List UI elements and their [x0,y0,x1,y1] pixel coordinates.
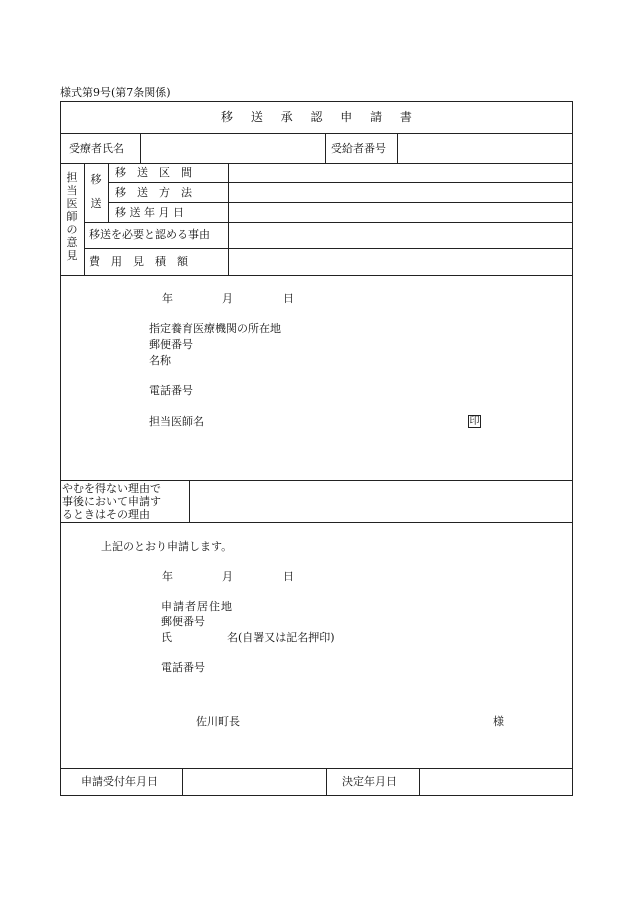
divider [60,480,573,481]
applicant-name-label: 氏 名(自署又は記名押印) [161,631,335,644]
physician-opinion-label: 担当医師の意見 [66,171,78,262]
institution-address-label: 指定養育医療機関の所在地 [149,322,281,335]
recipient-number-label: 受給者番号 [331,142,386,155]
divider [60,768,573,769]
application-date-year: 年 [162,570,173,583]
unavoidable-reason-label: やむを得ない理由で 事後において申請す るときはその理由 [62,482,161,521]
seal-mark: 印 [469,416,480,427]
divider [182,768,183,796]
honorific: 様 [493,715,504,728]
form-title: 移 送 承 認 申 請 書 [221,110,412,124]
institution-date-year: 年 [162,292,173,305]
divider [84,163,85,275]
divider [60,133,573,134]
divider [84,248,573,249]
divider [397,133,398,163]
application-statement: 上記のとおり申請します。 [101,540,233,553]
divider [325,133,326,163]
divider [326,768,327,796]
transfer-section-label: 移 送 区 間 [115,166,192,179]
institution-date-month: 月 [222,292,233,305]
addressee: 佐川町長 [196,715,240,728]
cost-estimate-label: 費 用 見 積 額 [89,255,188,268]
divider [60,522,573,523]
transfer-reason-label: 移送を必要と認める事由 [89,228,210,241]
divider [108,202,573,203]
divider [419,768,420,796]
application-date-month: 月 [222,570,233,583]
application-date-day: 日 [283,570,294,583]
institution-postal-label: 郵便番号 [149,338,193,351]
transfer-label: 移送 [90,173,102,210]
divider [189,480,190,522]
divider [108,163,109,222]
divider [140,133,141,163]
doctor-name-label: 担当医師名 [149,415,204,428]
institution-phone-label: 電話番号 [149,384,193,397]
divider [228,163,229,275]
divider [84,222,573,223]
divider [108,182,573,183]
institution-name-label: 名称 [149,354,171,367]
decision-date-label: 決定年月日 [342,775,397,788]
divider [60,275,573,276]
institution-date-day: 日 [283,292,294,305]
divider [60,163,573,164]
transfer-date-label: 移 送 年 月 日 [115,206,184,219]
applicant-postal-label: 郵便番号 [161,615,205,628]
received-date-label: 申請受付年月日 [81,775,158,788]
patient-name-label: 受療者氏名 [69,142,124,155]
form-number: 様式第9号(第7条関係) [60,86,171,99]
applicant-address-label: 申請者居住地 [161,600,233,613]
transfer-method-label: 移 送 方 法 [115,186,192,199]
applicant-phone-label: 電話番号 [161,661,205,674]
